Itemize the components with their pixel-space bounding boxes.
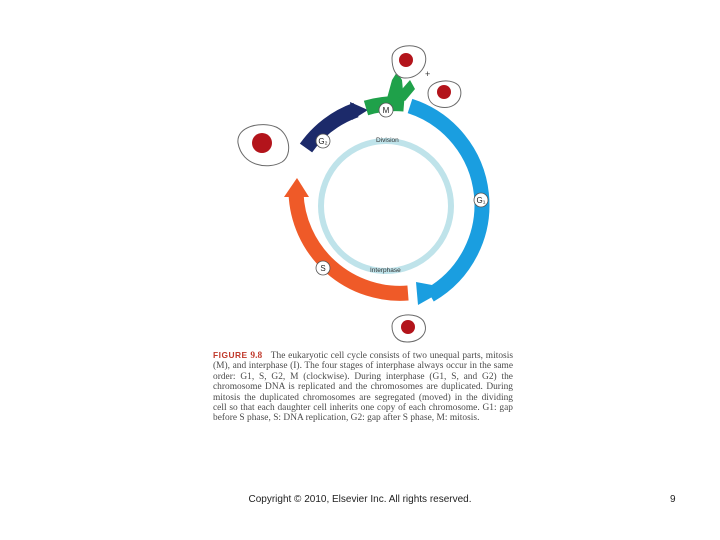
daughter-cell-right [428,81,461,108]
s-phase-label: S [320,264,326,273]
daughter-cell-top [392,46,426,78]
figure-label: FIGURE [213,350,248,360]
figure-caption-text: The eukaryotic cell cycle consists of two unequal parts, mitosis (M), and interphase (I). The four stages of interphase always occur in the same order: G1, S, G2, M (clockwise). During interphase (G1, S, and G2) the chromosome DNA is replicated and the chromosomes are duplicated. During mitosis the duplicated chromosomes are segregated (moved) in the dividing cell so that each daughter cell inherits one copy of each chromosome. G1: gap before S phase, S: DNA replication, G2: gap after S phase, M: mitosis. [213,351,514,424]
copyright-notice: Copyright © 2010, Elsevier Inc. All rights reserved. [248,494,472,505]
g1-phase-label: G₁ [476,196,486,205]
g2-phase-label: G₂ [318,137,328,146]
interphase-label: Interphase [370,267,401,274]
m-phase-label: M [382,106,390,115]
plus-sign: + [425,69,431,79]
figure-caption [213,350,513,424]
s-arrowhead [284,178,309,197]
s-arc [296,193,408,293]
g2-cell [238,125,289,166]
g2-arc [306,110,356,148]
g1-cell [392,315,425,342]
figure-number: 9.8 [250,351,263,361]
interphase-inner-ring [321,141,451,271]
page-number: 9 [670,494,676,505]
division-label: Division [376,137,399,144]
g1-arc [410,106,482,295]
